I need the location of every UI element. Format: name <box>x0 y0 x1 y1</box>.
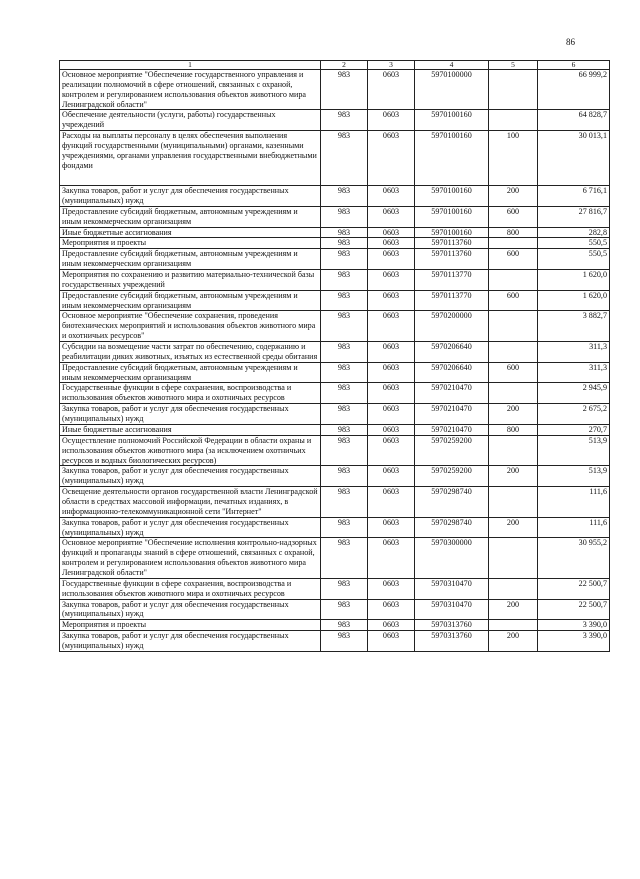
code-csr: 5970210470 <box>415 404 489 425</box>
code-vr: 100 <box>489 131 538 186</box>
table-row <box>60 599 610 620</box>
code-vr: 200 <box>489 404 538 425</box>
amount: 311,3 <box>538 342 610 363</box>
code-csr: 5970206640 <box>415 342 489 363</box>
code-gr: 983 <box>321 620 368 631</box>
code-rzpr: 0603 <box>368 383 415 404</box>
amount: 2 945,9 <box>538 383 610 404</box>
code-vr: 200 <box>489 466 538 487</box>
code-gr: 983 <box>321 238 368 249</box>
code-rzpr: 0603 <box>368 206 415 227</box>
row-name: Обеспечение деятельности (услуги, работы) государственных учреждений <box>60 110 321 131</box>
code-vr: 800 <box>489 424 538 435</box>
code-gr: 983 <box>321 631 368 652</box>
code-rzpr: 0603 <box>368 620 415 631</box>
code-rzpr: 0603 <box>368 311 415 342</box>
code-vr: 800 <box>489 227 538 238</box>
code-gr: 983 <box>321 599 368 620</box>
code-csr: 5970200000 <box>415 311 489 342</box>
table-row <box>60 270 610 291</box>
amount: 311,3 <box>538 362 610 383</box>
row-name: Иные бюджетные ассигнования <box>60 424 321 435</box>
code-rzpr: 0603 <box>368 466 415 487</box>
code-csr: 5970310470 <box>415 578 489 599</box>
row-name: Мероприятия и проекты <box>60 620 321 631</box>
code-gr: 983 <box>321 342 368 363</box>
code-rzpr: 0603 <box>368 517 415 538</box>
row-name: Иные бюджетные ассигнования <box>60 227 321 238</box>
code-csr: 5970300000 <box>415 538 489 578</box>
code-vr: 200 <box>489 186 538 207</box>
row-name: Расходы на выплаты персоналу в целях обеспечения выполнения функций государственными (муниципальными) органами, казенными учреждениями, органами управления государственными внебюджетными фондами <box>60 131 321 186</box>
code-gr: 983 <box>321 227 368 238</box>
code-csr: 5970100160 <box>415 110 489 131</box>
amount: 22 500,7 <box>538 578 610 599</box>
table-row <box>60 466 610 487</box>
code-csr: 5970100160 <box>415 186 489 207</box>
amount: 27 816,7 <box>538 206 610 227</box>
code-vr <box>489 538 538 578</box>
code-gr: 983 <box>321 435 368 466</box>
code-csr: 5970210470 <box>415 383 489 404</box>
code-vr <box>489 578 538 599</box>
amount: 1 620,0 <box>538 270 610 291</box>
code-rzpr: 0603 <box>368 186 415 207</box>
code-rzpr: 0603 <box>368 249 415 270</box>
row-name: Государственные функции в сфере сохранения, воспроизводства и использования объектов животного мира и охотничьих ресурсов <box>60 578 321 599</box>
row-name: Закупка товаров, работ и услуг для обеспечения государственных (муниципальных) нужд <box>60 466 321 487</box>
row-name: Основное мероприятие "Обеспечение сохранения, проведения биотехнических мероприятий и использования объектов животного мира и охотничьих ресурсов" <box>60 311 321 342</box>
code-rzpr: 0603 <box>368 362 415 383</box>
table-row <box>60 517 610 538</box>
column-number: 1 <box>60 61 321 70</box>
amount: 513,9 <box>538 435 610 466</box>
budget-table <box>59 60 610 652</box>
code-vr <box>489 238 538 249</box>
code-rzpr: 0603 <box>368 227 415 238</box>
code-vr <box>489 620 538 631</box>
row-name: Закупка товаров, работ и услуг для обеспечения государственных (муниципальных) нужд <box>60 599 321 620</box>
amount: 2 675,2 <box>538 404 610 425</box>
column-number: 3 <box>368 61 415 70</box>
code-vr: 600 <box>489 362 538 383</box>
column-number-row <box>60 61 610 70</box>
code-vr <box>489 487 538 518</box>
amount: 3 390,0 <box>538 631 610 652</box>
amount: 3 882,7 <box>538 311 610 342</box>
amount: 270,7 <box>538 424 610 435</box>
code-vr <box>489 383 538 404</box>
row-name: Основное мероприятие "Обеспечение исполнения контрольно-надзорных функций и пропаганды знаний в сфере отношений, связанных с охраной, контролем и регулированием использования объектов животного мира Ленинградской области" <box>60 538 321 578</box>
amount: 30 955,2 <box>538 538 610 578</box>
code-csr: 5970113760 <box>415 249 489 270</box>
code-rzpr: 0603 <box>368 631 415 652</box>
code-vr: 200 <box>489 631 538 652</box>
table-row <box>60 435 610 466</box>
table-row <box>60 424 610 435</box>
code-csr: 5970298740 <box>415 487 489 518</box>
code-gr: 983 <box>321 362 368 383</box>
table-row <box>60 206 610 227</box>
amount: 513,9 <box>538 466 610 487</box>
amount: 1 620,0 <box>538 290 610 311</box>
amount: 111,6 <box>538 487 610 518</box>
code-gr: 983 <box>321 249 368 270</box>
table-row <box>60 578 610 599</box>
code-rzpr: 0603 <box>368 404 415 425</box>
code-csr: 5970310470 <box>415 599 489 620</box>
row-name: Закупка товаров, работ и услуг для обеспечения государственных (муниципальных) нужд <box>60 186 321 207</box>
code-gr: 983 <box>321 517 368 538</box>
amount: 3 390,0 <box>538 620 610 631</box>
row-name: Основное мероприятие "Обеспечение государственного управления и реализации полномочий в сфере отношений, связанных с охраной, контролем и регулированием использования объектов животного мира Ленинградской области" <box>60 70 321 110</box>
code-vr <box>489 435 538 466</box>
column-number: 5 <box>489 61 538 70</box>
row-name: Мероприятия и проекты <box>60 238 321 249</box>
table-row <box>60 238 610 249</box>
amount: 550,5 <box>538 249 610 270</box>
code-rzpr: 0603 <box>368 538 415 578</box>
code-csr: 5970259200 <box>415 466 489 487</box>
table-row <box>60 404 610 425</box>
table-row <box>60 383 610 404</box>
code-csr: 5970298740 <box>415 517 489 538</box>
code-csr: 5970100160 <box>415 206 489 227</box>
code-rzpr: 0603 <box>368 424 415 435</box>
code-gr: 983 <box>321 131 368 186</box>
code-gr: 983 <box>321 206 368 227</box>
row-name: Закупка товаров, работ и услуг для обеспечения государственных (муниципальных) нужд <box>60 404 321 425</box>
table-row <box>60 70 610 110</box>
table-row <box>60 131 610 186</box>
row-name: Государственные функции в сфере сохранения, воспроизводства и использования объектов животного мира и охотничьих ресурсов <box>60 383 321 404</box>
code-vr <box>489 110 538 131</box>
code-gr: 983 <box>321 466 368 487</box>
table-row <box>60 342 610 363</box>
code-csr: 5970100160 <box>415 227 489 238</box>
code-vr <box>489 342 538 363</box>
row-name: Мероприятия по сохранению и развитию материально-технической базы государственных учреждений <box>60 270 321 291</box>
code-csr: 5970206640 <box>415 362 489 383</box>
amount: 30 013,1 <box>538 131 610 186</box>
table-row <box>60 249 610 270</box>
table-row <box>60 538 610 578</box>
row-name: Осуществление полномочий Российской Федерации в области охраны и использования объектов животного мира (за исключением охотничьих ресурсов и водных биологических ресурсов) <box>60 435 321 466</box>
code-gr: 983 <box>321 487 368 518</box>
column-number: 4 <box>415 61 489 70</box>
code-vr: 200 <box>489 599 538 620</box>
code-vr <box>489 311 538 342</box>
code-rzpr: 0603 <box>368 70 415 110</box>
amount: 6 716,1 <box>538 186 610 207</box>
code-rzpr: 0603 <box>368 110 415 131</box>
code-gr: 983 <box>321 538 368 578</box>
code-gr: 983 <box>321 110 368 131</box>
code-rzpr: 0603 <box>368 131 415 186</box>
code-gr: 983 <box>321 404 368 425</box>
table-row <box>60 631 610 652</box>
column-number: 2 <box>321 61 368 70</box>
table-row <box>60 186 610 207</box>
code-gr: 983 <box>321 70 368 110</box>
row-name: Предоставление субсидий бюджетным, автономным учреждениям и иным некоммерческим организациям <box>60 362 321 383</box>
code-csr: 5970100160 <box>415 131 489 186</box>
row-name: Закупка товаров, работ и услуг для обеспечения государственных (муниципальных) нужд <box>60 631 321 652</box>
code-gr: 983 <box>321 578 368 599</box>
table-row <box>60 290 610 311</box>
code-csr: 5970113760 <box>415 238 489 249</box>
table-row <box>60 362 610 383</box>
code-csr: 5970313760 <box>415 620 489 631</box>
page-number: 86 <box>566 37 575 47</box>
code-vr <box>489 70 538 110</box>
code-gr: 983 <box>321 290 368 311</box>
table-row <box>60 487 610 518</box>
amount: 22 500,7 <box>538 599 610 620</box>
code-vr: 200 <box>489 517 538 538</box>
amount: 550,5 <box>538 238 610 249</box>
code-csr: 5970113770 <box>415 270 489 291</box>
code-gr: 983 <box>321 311 368 342</box>
code-rzpr: 0603 <box>368 599 415 620</box>
row-name: Закупка товаров, работ и услуг для обеспечения государственных (муниципальных) нужд <box>60 517 321 538</box>
code-vr: 600 <box>489 249 538 270</box>
code-rzpr: 0603 <box>368 487 415 518</box>
code-rzpr: 0603 <box>368 342 415 363</box>
code-csr: 5970259200 <box>415 435 489 466</box>
code-gr: 983 <box>321 270 368 291</box>
code-vr: 600 <box>489 206 538 227</box>
table-row <box>60 110 610 131</box>
row-name: Предоставление субсидий бюджетным, автономным учреждениям и иным некоммерческим организациям <box>60 249 321 270</box>
amount: 64 828,7 <box>538 110 610 131</box>
column-number: 6 <box>538 61 610 70</box>
code-vr: 600 <box>489 290 538 311</box>
code-csr: 5970210470 <box>415 424 489 435</box>
code-rzpr: 0603 <box>368 238 415 249</box>
code-gr: 983 <box>321 424 368 435</box>
code-csr: 5970100000 <box>415 70 489 110</box>
code-rzpr: 0603 <box>368 578 415 599</box>
amount: 282,8 <box>538 227 610 238</box>
code-csr: 5970313760 <box>415 631 489 652</box>
table-row <box>60 620 610 631</box>
code-rzpr: 0603 <box>368 270 415 291</box>
code-csr: 5970113770 <box>415 290 489 311</box>
code-gr: 983 <box>321 383 368 404</box>
code-vr <box>489 270 538 291</box>
code-rzpr: 0603 <box>368 435 415 466</box>
amount: 111,6 <box>538 517 610 538</box>
code-gr: 983 <box>321 186 368 207</box>
row-name: Субсидии на возмещение части затрат по обеспечению, содержанию и реабилитации диких животных, изъятых из естественной среды обитания <box>60 342 321 363</box>
row-name: Предоставление субсидий бюджетным, автономным учреждениям и иным некоммерческим организациям <box>60 206 321 227</box>
code-rzpr: 0603 <box>368 290 415 311</box>
row-name: Предоставление субсидий бюджетным, автономным учреждениям и иным некоммерческим организациям <box>60 290 321 311</box>
table-row <box>60 311 610 342</box>
row-name: Освещение деятельности органов государственной власти Ленинградской области в средствах массовой информации, печатных изданиях, в информационно-телекоммуникационной сети "Интернет" <box>60 487 321 518</box>
amount: 66 999,2 <box>538 70 610 110</box>
table-row <box>60 227 610 238</box>
